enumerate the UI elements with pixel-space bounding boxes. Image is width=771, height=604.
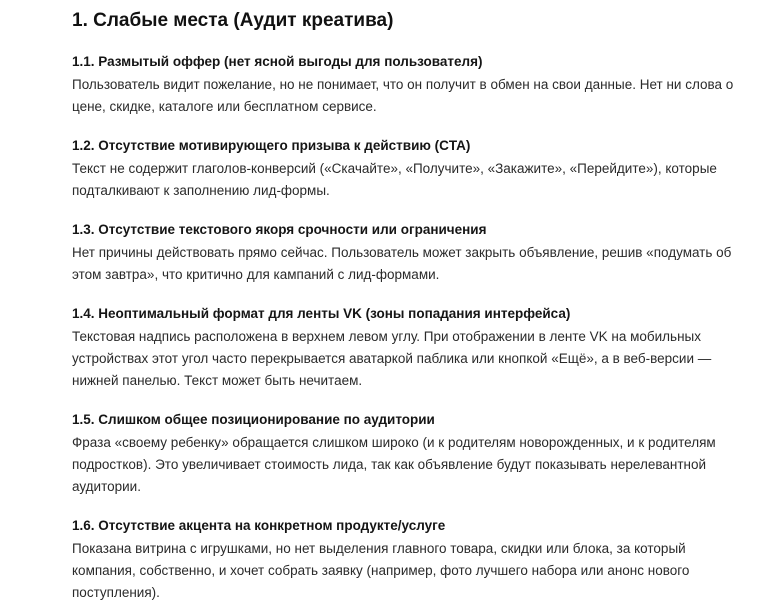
document-title: 1. Слабые места (Аудит креатива) — [72, 10, 394, 31]
section-heading: 1.3. Отсутствие текстового якоря срочности или ограничения — [72, 222, 487, 237]
section-body: Фраза «своему ребенку» обращается слишком широко (и к родителям новорожденных, и к родителям подростков). Это увеличивает стоимость лида, так как объявление будут показывать нерелевантной аудитории. — [72, 435, 716, 494]
section-1-6 — [72, 516, 747, 604]
section-heading: 1.5. Слишком общее позиционирование по аудитории — [72, 412, 435, 427]
section-1-2 — [72, 136, 747, 202]
section-body: Текстовая надпись расположена в верхнем левом углу. При отображении в ленте VK на мобильных устройствах этот угол часто перекрывается аватаркой паблика или кнопкой «Ещё», а в веб-версии — нижней панелью. Текст может быть нечитаем. — [72, 329, 712, 388]
section-1-4 — [72, 304, 747, 392]
section-heading: 1.6. Отсутствие акцента на конкретном продукте/услуге — [72, 518, 446, 533]
section-heading: 1.1. Размытый оффер (нет ясной выгоды для пользователя) — [72, 54, 483, 69]
section-1-1 — [72, 52, 747, 118]
section-1-3 — [72, 220, 747, 286]
section-1-5 — [72, 410, 747, 498]
section-heading: 1.4. Неоптимальный формат для ленты VK (зоны попадания интерфейса) — [72, 306, 571, 321]
section-body: Текст не содержит глаголов-конверсий («Скачайте», «Получите», «Закажите», «Перейдите»), которые подталкивают к заполнению лид-формы. — [72, 161, 717, 198]
section-body: Нет причины действовать прямо сейчас. Пользователь может закрыть объявление, решив «подумать об этом завтра», что критично для кампаний с лид-формами. — [72, 245, 732, 282]
section-body: Пользователь видит пожелание, но не понимает, что он получит в обмен на свои данные. Нет ни слова о цене, скидке, каталоге или бесплатном сервисе. — [72, 77, 734, 114]
section-heading: 1.2. Отсутствие мотивирующего призыва к действию (CTA) — [72, 138, 471, 153]
section-body: Показана витрина с игрушками, но нет выделения главного товара, скидки или блока, за который компания, собственно, и хочет собрать заявку (например, фото лучшего набора или анонс нового поступления). — [72, 541, 690, 600]
